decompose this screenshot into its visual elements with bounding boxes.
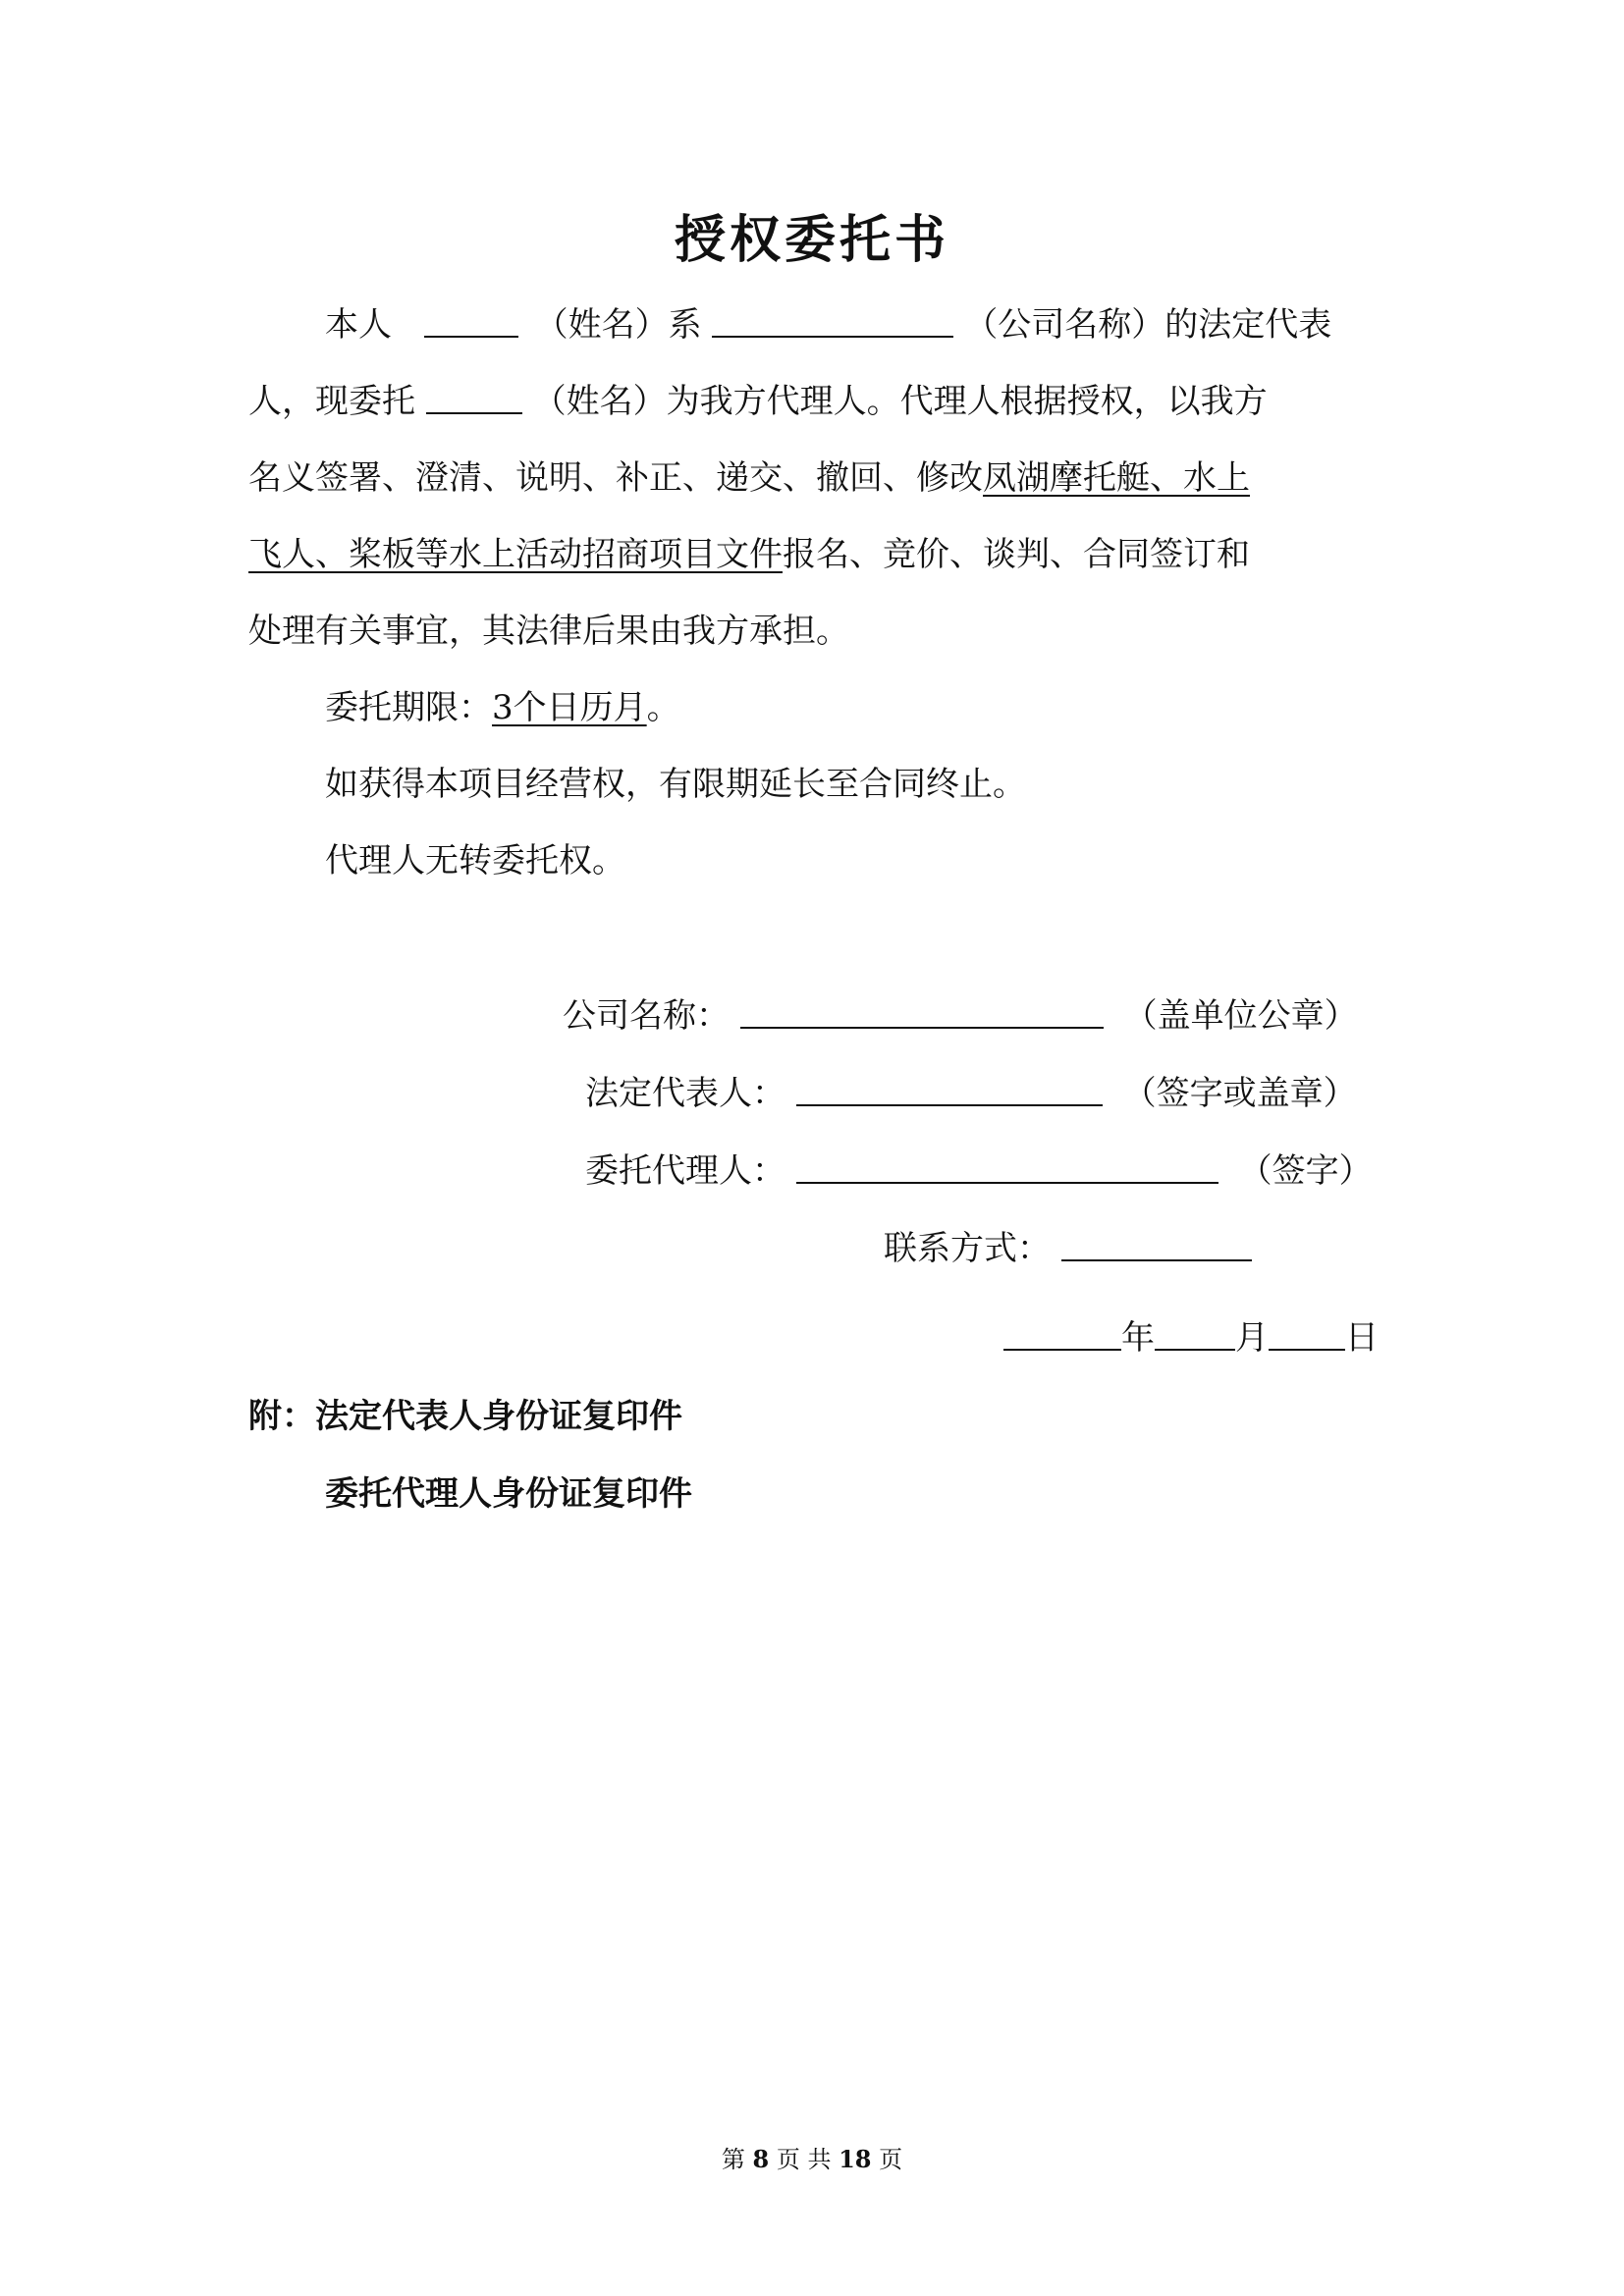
footer-suffix: 页 bbox=[879, 2146, 903, 2173]
text-segment: 人，现委托 bbox=[248, 382, 415, 421]
company-label: 公司名称： bbox=[563, 996, 730, 1036]
legal-rep-signature-row bbox=[585, 1069, 1357, 1118]
agent-note: （签字） bbox=[1238, 1151, 1373, 1191]
month-blank bbox=[1155, 1319, 1235, 1351]
text-segment: 名义签署、澄清、说明、补正、递交、撤回、修改 bbox=[248, 458, 983, 498]
paragraph-line-1 bbox=[248, 287, 1387, 363]
contact-label: 联系方式： bbox=[884, 1229, 1051, 1268]
date-row bbox=[1003, 1313, 1379, 1362]
agent-label: 委托代理人： bbox=[585, 1151, 785, 1191]
term-end: 。 bbox=[646, 688, 680, 727]
extension-text: 如获得本项目经营权，有限期延长至合同终止。 bbox=[325, 765, 1026, 804]
paragraph-line-2 bbox=[248, 363, 1387, 440]
legal-rep-label: 法定代表人： bbox=[585, 1074, 785, 1113]
company-signature-blank bbox=[740, 997, 1104, 1029]
page-footer bbox=[0, 2140, 1624, 2179]
footer-mid: 页 共 bbox=[776, 2146, 832, 2173]
term-value: 3个日历月 bbox=[492, 688, 647, 727]
month-label: 月 bbox=[1235, 1318, 1269, 1358]
term-label: 委托期限： bbox=[325, 688, 492, 727]
legal-rep-note: （签字或盖章） bbox=[1122, 1074, 1357, 1113]
agent-signature-row bbox=[585, 1147, 1373, 1196]
text-segment: 报名、竞价、谈判、合同签订和 bbox=[783, 535, 1250, 574]
document-title: 授权委托书 bbox=[674, 210, 949, 270]
text-segment: （姓名）系 bbox=[534, 305, 702, 345]
project-name-underlined: 飞人、桨板等水上活动招商项目文件 bbox=[248, 535, 783, 574]
attachment-line-2: 委托代理人身份证复印件 bbox=[325, 1474, 692, 1514]
contact-row bbox=[884, 1224, 1252, 1273]
company-name-blank bbox=[712, 306, 953, 338]
year-label: 年 bbox=[1121, 1318, 1155, 1358]
agent-signature-blank bbox=[796, 1152, 1218, 1184]
term-line bbox=[248, 669, 1387, 746]
extension-line bbox=[248, 746, 1387, 823]
paragraph-line-3 bbox=[248, 440, 1387, 516]
company-note: （盖单位公章） bbox=[1123, 996, 1358, 1036]
name-blank bbox=[424, 306, 518, 338]
year-blank bbox=[1003, 1319, 1121, 1351]
legal-rep-signature-blank bbox=[796, 1075, 1103, 1106]
project-name-underlined: 凤湖摩托艇、水上 bbox=[983, 458, 1250, 498]
day-label: 日 bbox=[1345, 1318, 1379, 1358]
current-page-number: 8 bbox=[752, 2145, 770, 2173]
agent-name-blank bbox=[426, 383, 522, 414]
contact-blank bbox=[1061, 1230, 1252, 1261]
paragraph-line-4 bbox=[248, 516, 1387, 593]
no-transfer-text: 代理人无转委托权。 bbox=[325, 841, 625, 881]
document-body bbox=[248, 287, 1387, 899]
text-segment: 本人 bbox=[325, 305, 392, 345]
no-transfer-line bbox=[248, 823, 1387, 899]
paragraph-line-5 bbox=[248, 593, 1387, 669]
total-page-number: 18 bbox=[839, 2145, 872, 2173]
company-signature-row bbox=[563, 991, 1358, 1041]
day-blank bbox=[1269, 1319, 1345, 1351]
footer-prefix: 第 bbox=[721, 2146, 745, 2173]
attachment-line-1: 附：法定代表人身份证复印件 bbox=[248, 1397, 682, 1436]
text-segment: 处理有关事宜，其法律后果由我方承担。 bbox=[248, 612, 849, 651]
text-segment: （姓名）为我方代理人。代理人根据授权，以我方 bbox=[532, 382, 1268, 421]
text-segment: （公司名称）的法定代表 bbox=[964, 305, 1332, 345]
